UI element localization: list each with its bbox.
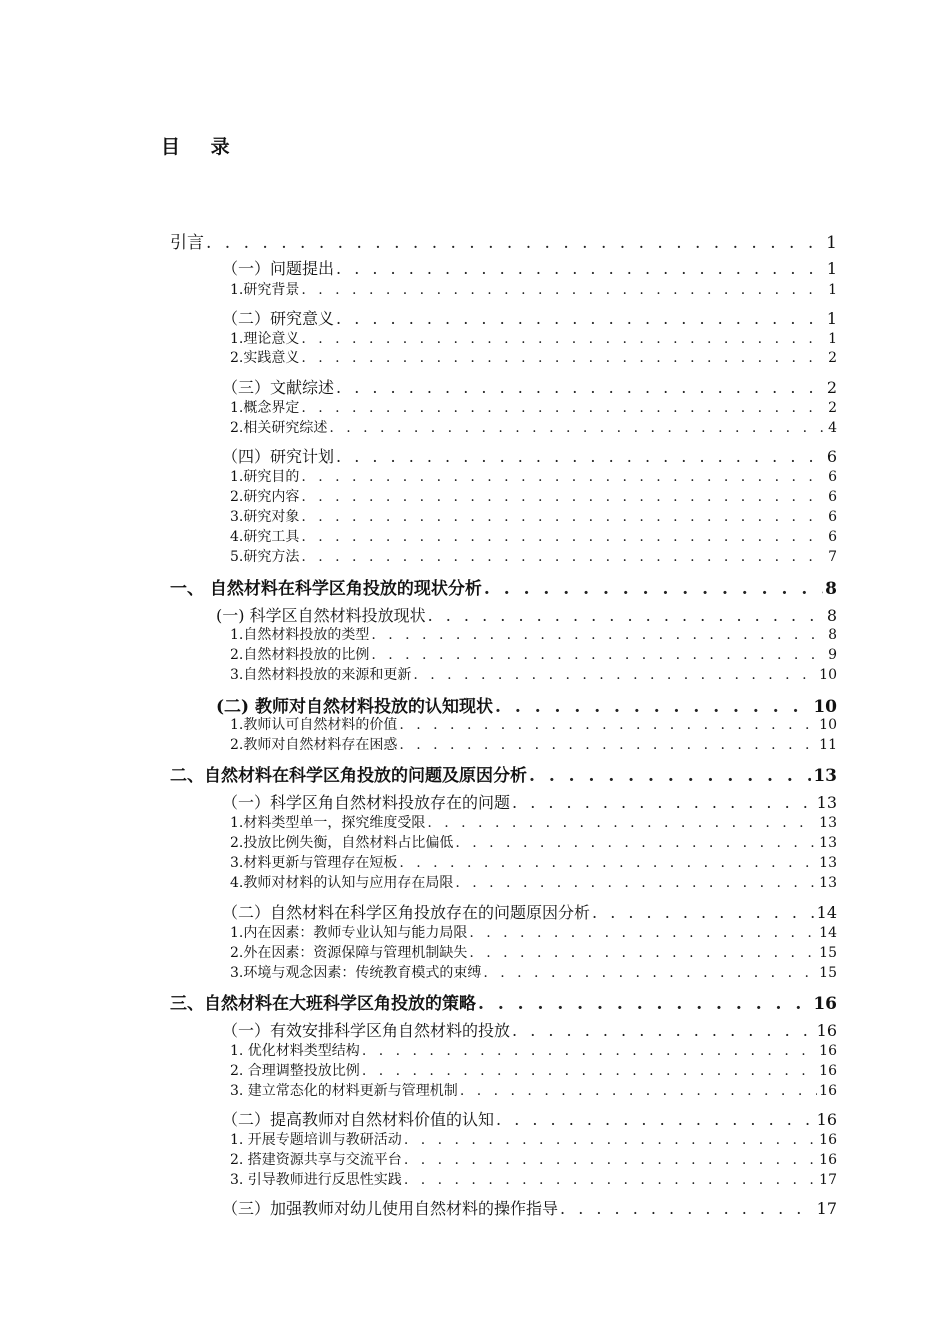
toc-entry[interactable] xyxy=(170,574,837,599)
toc-entry-label: 引言 xyxy=(170,233,204,253)
toc-entry-label: （一）问题提出 xyxy=(222,259,335,278)
toc-leader xyxy=(301,331,826,347)
toc-entry[interactable] xyxy=(222,1107,837,1130)
toc-entry-label: 3.自然材料投放的来源和更新 xyxy=(230,667,412,683)
toc-entry[interactable] xyxy=(222,790,837,813)
toc-entry-page: 17 xyxy=(819,1172,837,1188)
toc-entry-page: 8 xyxy=(826,606,837,625)
toc-leader xyxy=(404,1132,817,1148)
toc-leader xyxy=(512,793,815,812)
toc-entry-page: 2 xyxy=(828,350,837,366)
toc-leader xyxy=(301,549,826,565)
toc-entry[interactable] xyxy=(230,1080,837,1100)
toc-entry-label: 1.内在因素：教师专业认知与能力局限 xyxy=(230,925,468,941)
toc-entry-page: 10 xyxy=(819,717,837,733)
toc-leader xyxy=(362,1043,817,1059)
toc-entry-label: 4.教师对材料的认知与应用存在局限 xyxy=(230,875,454,891)
toc-entry[interactable] xyxy=(230,506,837,526)
toc-entry-page: 13 xyxy=(819,855,837,871)
toc-entry[interactable] xyxy=(170,228,837,253)
toc-entry-page: 6 xyxy=(828,469,837,485)
toc-entry-label: 3. 引导教师进行反思性实践 xyxy=(230,1172,402,1188)
toc-entry[interactable] xyxy=(222,444,837,467)
toc-entry-page: 9 xyxy=(828,647,837,663)
toc-entry[interactable] xyxy=(222,1196,837,1219)
toc-leader xyxy=(371,647,826,663)
toc-entry-page: 11 xyxy=(819,737,837,753)
toc-entry-page: 16 xyxy=(819,1043,837,1059)
toc-entry-label: 2.相关研究综述 xyxy=(230,420,328,436)
toc-entry[interactable] xyxy=(222,256,837,279)
toc-entry-page: 15 xyxy=(819,945,837,961)
toc-entry-label: 3.研究对象 xyxy=(230,509,300,525)
toc-entry[interactable] xyxy=(230,417,837,437)
toc-leader xyxy=(301,529,826,545)
toc-leader xyxy=(404,1172,817,1188)
toc-leader xyxy=(301,400,826,416)
toc-entry-page: 13 xyxy=(819,875,837,891)
toc-entry-page: 13 xyxy=(813,766,837,786)
toc-entry-page: 10 xyxy=(813,697,837,717)
toc-entry-label: 2.教师对自然材料存在困惑 xyxy=(230,737,398,753)
toc-entry-page: 13 xyxy=(816,793,837,812)
toc-leader xyxy=(336,309,825,328)
toc-entry[interactable] xyxy=(230,714,837,734)
toc-leader xyxy=(428,606,825,625)
toc-leader xyxy=(484,579,823,599)
toc-entry[interactable] xyxy=(222,900,837,923)
toc-leader xyxy=(404,1152,817,1168)
toc-leader xyxy=(512,1021,815,1040)
toc-entry-label: （四）研究计划 xyxy=(222,447,335,466)
toc-entry-page: 16 xyxy=(816,1021,837,1040)
toc-entry-page: 1 xyxy=(826,309,837,328)
toc-leader xyxy=(460,1083,817,1099)
toc-leader xyxy=(399,855,817,871)
toc-entry-page: 1 xyxy=(826,233,837,253)
toc-entry-label: 2.实践意义 xyxy=(230,350,300,366)
toc-entry[interactable] xyxy=(222,1018,837,1041)
toc-entry-page: 1 xyxy=(828,282,837,298)
toc-entry-page: 2 xyxy=(828,400,837,416)
toc-entry-page: 16 xyxy=(816,1110,837,1129)
toc-entry-page: 1 xyxy=(828,331,837,347)
toc-title: 目 录 xyxy=(161,136,242,158)
toc-entry-label: 1.概念界定 xyxy=(230,400,300,416)
toc-leader xyxy=(399,717,817,733)
toc-leader xyxy=(362,1063,817,1079)
toc-leader xyxy=(427,815,817,831)
toc-entry-page: 6 xyxy=(828,509,837,525)
toc-entry[interactable] xyxy=(230,397,837,417)
toc-entry-label: 1.研究背景 xyxy=(230,282,300,298)
toc-leader xyxy=(336,447,825,466)
toc-entry[interactable] xyxy=(230,526,837,546)
toc-entry-label: 3. 建立常态化的材料更新与管理机制 xyxy=(230,1083,458,1099)
toc-entry-page: 16 xyxy=(819,1063,837,1079)
toc-entry-label: 2.外在因素：资源保障与管理机制缺失 xyxy=(230,945,468,961)
toc-entry-label: (一) 科学区自然材料投放现状 xyxy=(216,606,426,625)
toc-leader xyxy=(560,1199,815,1218)
toc-entry-label: （二）研究意义 xyxy=(222,309,335,328)
toc-leader xyxy=(529,766,811,786)
toc-entry-label: 2. 搭建资源共享与交流平台 xyxy=(230,1152,402,1168)
toc-entry-page: 1 xyxy=(826,259,837,278)
toc-leader xyxy=(483,965,817,981)
toc-entry[interactable] xyxy=(170,761,837,786)
toc-leader xyxy=(336,259,825,278)
toc-entry-label: 三、自然材料在大班科学区角投放的策略 xyxy=(170,994,476,1014)
toc-entry-page: 14 xyxy=(816,903,837,922)
toc-leader xyxy=(478,994,811,1014)
toc-leader xyxy=(469,925,817,941)
toc-entry-label: （二）提高教师对自然材料价值的认知 xyxy=(222,1110,495,1129)
toc-entry-label: （二）自然材料在科学区角投放存在的问题原因分析 xyxy=(222,903,591,922)
toc-entry[interactable] xyxy=(230,644,837,664)
toc-entry[interactable] xyxy=(230,664,837,684)
toc-entry[interactable] xyxy=(222,306,837,329)
toc-leader xyxy=(455,835,817,851)
toc-leader xyxy=(329,420,826,436)
toc-entry-label: （三）文献综述 xyxy=(222,378,335,397)
toc-entry[interactable] xyxy=(230,942,837,962)
toc-entry-page: 6 xyxy=(826,447,837,466)
toc-entry-label: 5.研究方法 xyxy=(230,549,300,565)
toc-entry-label: 2.研究内容 xyxy=(230,489,300,505)
toc-entry-label: 一、 自然材料在科学区角投放的现状分析 xyxy=(170,579,482,599)
toc-entry[interactable] xyxy=(230,872,837,892)
toc-entry-label: 1.理论意义 xyxy=(230,331,300,347)
toc-entry[interactable] xyxy=(230,832,837,852)
toc-entry-page: 13 xyxy=(819,835,837,851)
toc-leader xyxy=(301,282,826,298)
toc-entry-page: 16 xyxy=(813,994,837,1014)
toc-entry-label: 3.材料更新与管理存在短板 xyxy=(230,855,398,871)
toc-entry[interactable] xyxy=(222,375,837,398)
toc-entry-label: （一）有效安排科学区角自然材料的投放 xyxy=(222,1021,511,1040)
toc-entry-label: 1.材料类型单一，探究维度受限 xyxy=(230,815,426,831)
toc-entry[interactable] xyxy=(230,546,837,566)
toc-entry-label: 4.研究工具 xyxy=(230,529,300,545)
toc-entry[interactable] xyxy=(230,1149,837,1169)
toc-entry-label: (二) 教师对自然材料投放的认知现状 xyxy=(216,697,494,717)
toc-entry[interactable] xyxy=(216,603,837,626)
toc-leader xyxy=(496,1110,815,1129)
toc-entry[interactable] xyxy=(170,989,837,1014)
toc-entry[interactable] xyxy=(230,486,837,506)
toc-entry-page: 14 xyxy=(819,925,837,941)
toc-entry[interactable] xyxy=(230,1060,837,1080)
toc-entry-label: 1. 优化材料类型结构 xyxy=(230,1043,360,1059)
toc-entry-page: 15 xyxy=(819,965,837,981)
toc-entry-label: 2.投放比例失衡，自然材料占比偏低 xyxy=(230,835,454,851)
toc-leader xyxy=(206,233,824,253)
toc-entry-label: 2.自然材料投放的比例 xyxy=(230,647,370,663)
toc-entry[interactable] xyxy=(230,922,837,942)
toc-entry-page: 8 xyxy=(828,627,837,643)
toc-leader xyxy=(301,509,826,525)
toc-entry-label: 二、自然材料在科学区角投放的问题及原因分析 xyxy=(170,766,527,786)
toc-entry-page: 6 xyxy=(828,489,837,505)
toc-entry-page: 8 xyxy=(825,579,837,599)
toc-entry[interactable] xyxy=(230,962,837,982)
toc-entry-label: 1.自然材料投放的类型 xyxy=(230,627,370,643)
toc-entry[interactable] xyxy=(230,1169,837,1189)
toc-entry-page: 17 xyxy=(816,1199,837,1218)
toc-entry-page: 2 xyxy=(826,378,837,397)
toc-entry-page: 16 xyxy=(819,1152,837,1168)
toc-leader xyxy=(469,945,817,961)
toc-leader xyxy=(371,627,826,643)
toc-entry-page: 16 xyxy=(819,1083,837,1099)
toc-entry[interactable] xyxy=(230,624,837,644)
toc-entry-label: （三）加强教师对幼儿使用自然材料的操作指导 xyxy=(222,1199,559,1218)
toc-entry-label: 2. 合理调整投放比例 xyxy=(230,1063,360,1079)
toc-entry[interactable] xyxy=(230,328,837,348)
toc-entry-page: 16 xyxy=(819,1132,837,1148)
toc-entry-label: （一）科学区角自然材料投放存在的问题 xyxy=(222,793,511,812)
toc-entry-label: 1. 开展专题培训与教研活动 xyxy=(230,1132,402,1148)
toc-entry[interactable] xyxy=(230,347,837,367)
toc-entry-page: 13 xyxy=(819,815,837,831)
toc-entry[interactable] xyxy=(230,812,837,832)
toc-entry-label: 1.研究目的 xyxy=(230,469,300,485)
toc-leader xyxy=(413,667,817,683)
toc-entry[interactable] xyxy=(230,734,837,754)
toc-leader xyxy=(336,378,825,397)
toc-leader xyxy=(301,469,826,485)
toc-leader xyxy=(301,350,826,366)
toc-entry[interactable] xyxy=(230,466,837,486)
toc-entry[interactable] xyxy=(230,1040,837,1060)
toc-entry-page: 4 xyxy=(828,420,837,436)
toc-entry-label: 1.教师认可自然材料的价值 xyxy=(230,717,398,733)
toc-entry-label: 3.环境与观念因素：传统教育模式的束缚 xyxy=(230,965,482,981)
toc-entry[interactable] xyxy=(230,279,837,299)
toc-entry[interactable] xyxy=(230,852,837,872)
toc-leader xyxy=(592,903,815,922)
toc-leader xyxy=(399,737,817,753)
toc-entry-page: 7 xyxy=(828,549,837,565)
toc-entry-page: 10 xyxy=(819,667,837,683)
toc-leader xyxy=(455,875,817,891)
toc-entry-page: 6 xyxy=(828,529,837,545)
toc-entry[interactable] xyxy=(230,1129,837,1149)
toc-leader xyxy=(301,489,826,505)
